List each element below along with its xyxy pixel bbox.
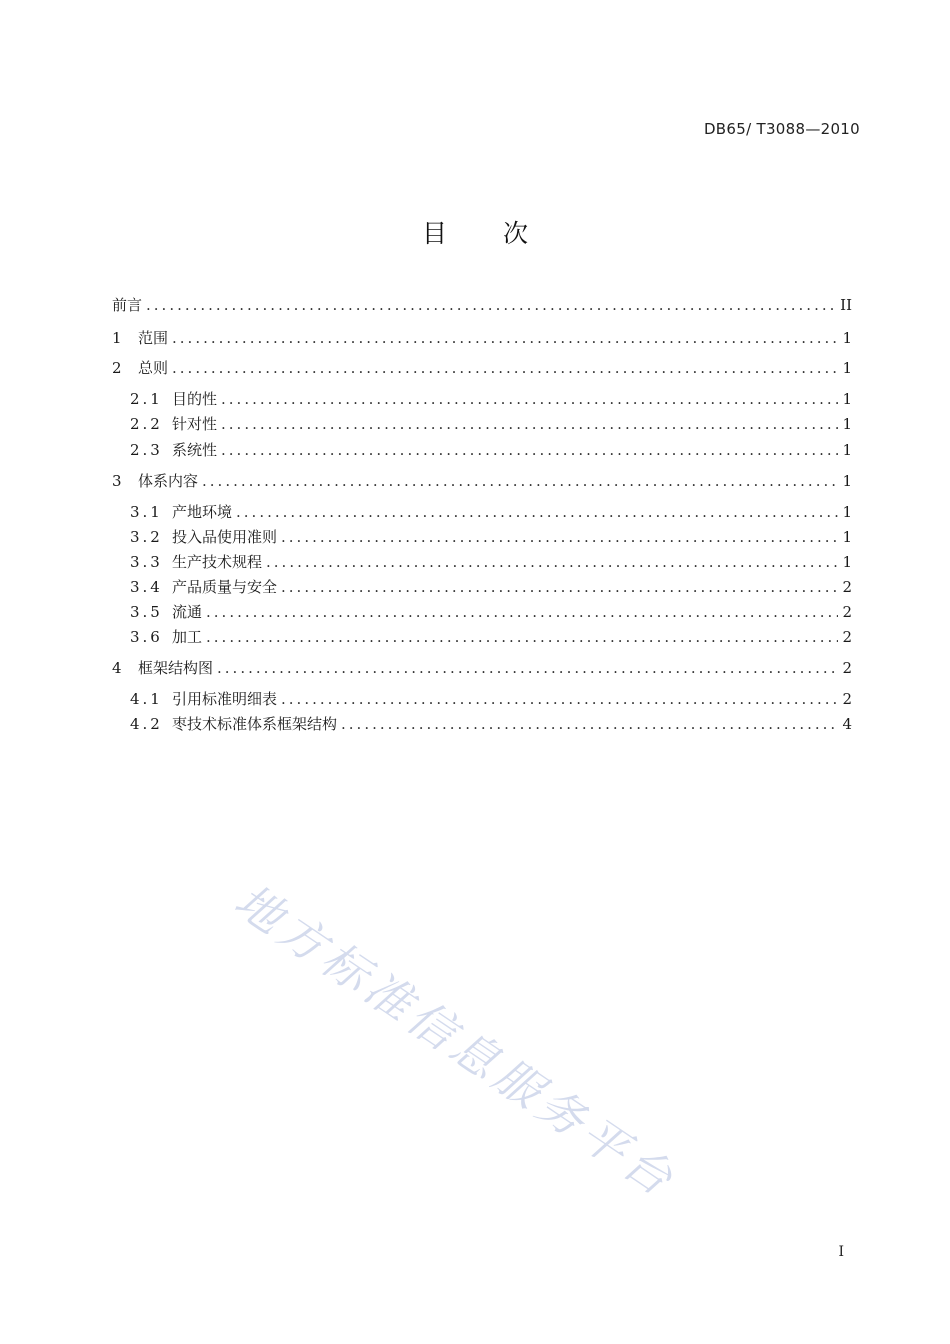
- toc-entry-page: 1: [842, 528, 852, 546]
- toc-entry-number: 2.3: [130, 441, 163, 459]
- toc-entry-label: 框架结构图: [138, 659, 214, 677]
- toc-entry-number: 3.6: [130, 628, 163, 646]
- toc-entry-number: 3: [112, 472, 125, 490]
- toc-entry-number: 1: [112, 329, 125, 347]
- toc-entry-number: 3.3: [130, 553, 163, 571]
- toc-entry[interactable]: [112, 469, 852, 491]
- document-code: DB65/ T3088—2010: [703, 120, 860, 138]
- toc-leader-dots: [281, 577, 838, 597]
- toc-entry[interactable]: [112, 525, 852, 547]
- toc-entry-label: 针对性: [172, 415, 218, 433]
- toc-entry-page: 2: [842, 628, 852, 646]
- toc-entry-number: 2.1: [130, 390, 163, 408]
- toc-entry-label: 目的性: [172, 390, 218, 408]
- toc-entry-number: 2.2: [130, 415, 163, 433]
- toc-entry[interactable]: [112, 356, 852, 378]
- toc-entry[interactable]: [112, 625, 852, 647]
- toc-entry[interactable]: [112, 550, 852, 572]
- toc-leader-dots: [221, 414, 838, 434]
- toc-entry[interactable]: [112, 500, 852, 522]
- toc-entry-number: 3.5: [130, 603, 163, 621]
- toc-entry-label: 系统性: [172, 441, 218, 459]
- toc-title: [0, 214, 950, 250]
- toc-entry-page: 1: [842, 503, 852, 521]
- toc-leader-dots: [202, 471, 838, 491]
- toc-title-part2: 次: [503, 219, 529, 248]
- toc-entry-page: 1: [842, 359, 852, 377]
- toc-entry-label: 投入品使用准则: [172, 528, 278, 546]
- toc-entry[interactable]: [112, 712, 852, 734]
- toc-entry-number: 3.2: [130, 528, 163, 546]
- watermark: 地方标准信息服务平台: [225, 873, 687, 1209]
- toc-entry-label: 生产技术规程: [172, 553, 263, 571]
- toc-entry[interactable]: [112, 687, 852, 709]
- toc-entry-label: 产品质量与安全: [172, 578, 278, 596]
- toc-entry-number: 4.2: [130, 715, 163, 733]
- toc-leader-dots: [206, 627, 838, 647]
- toc-entry-page: 1: [842, 553, 852, 571]
- toc-entry[interactable]: [112, 326, 852, 348]
- toc-entry[interactable]: [112, 438, 852, 460]
- toc-entry-label: 流通: [172, 603, 203, 621]
- toc-leader-dots: [221, 389, 838, 409]
- toc-entry-label: 枣技术标准体系框架结构: [172, 715, 338, 733]
- toc-leader-dots: [266, 552, 838, 572]
- toc-entry-label: 产地环境: [172, 503, 233, 521]
- toc-entry-page: 1: [842, 441, 852, 459]
- toc-leader-dots: [172, 328, 838, 348]
- toc-entry-page: 4: [842, 715, 852, 733]
- toc-leader-dots: [281, 527, 838, 547]
- toc-entry[interactable]: [112, 656, 852, 678]
- toc-entry-label: 体系内容: [138, 472, 199, 490]
- toc-entry[interactable]: [112, 293, 852, 315]
- toc-leader-dots: [236, 502, 838, 522]
- toc-leader-dots: [172, 358, 838, 378]
- toc-entry-label: 总则: [138, 359, 169, 377]
- toc-entry-label: 引用标准明细表: [172, 690, 278, 708]
- toc-leader-dots: [221, 440, 838, 460]
- toc-entry-number: 4: [112, 659, 125, 677]
- toc-entry-number: 3.1: [130, 503, 163, 521]
- toc-entry-page: II: [840, 296, 852, 314]
- toc-entry[interactable]: [112, 575, 852, 597]
- toc-entry[interactable]: [112, 412, 852, 434]
- toc-leader-dots: [146, 295, 836, 315]
- toc-entry-number: 4.1: [130, 690, 163, 708]
- toc-entry[interactable]: [112, 387, 852, 409]
- toc-entry-label: 范围: [138, 329, 169, 347]
- toc-entry-number: 2: [112, 359, 125, 377]
- toc-leader-dots: [206, 602, 838, 622]
- toc-title-part1: 目: [421, 219, 447, 248]
- toc-entry-page: 1: [842, 472, 852, 490]
- toc-entry[interactable]: [112, 600, 852, 622]
- toc-entry-page: 2: [842, 690, 852, 708]
- toc-entry-page: 1: [842, 390, 852, 408]
- toc-leader-dots: [341, 714, 838, 734]
- toc-entry-number: 3.4: [130, 578, 163, 596]
- toc-leader-dots: [281, 689, 838, 709]
- toc-entry-label: 加工: [172, 628, 203, 646]
- toc-entry-page: 2: [842, 603, 852, 621]
- toc-entry-page: 1: [842, 329, 852, 347]
- toc-leader-dots: [217, 658, 838, 678]
- toc-entry-page: 1: [842, 415, 852, 433]
- toc-entry-page: 2: [842, 578, 852, 596]
- page-number: I: [838, 1244, 844, 1260]
- toc-entry-page: 2: [842, 659, 852, 677]
- toc-entry-label: 前言: [112, 296, 143, 314]
